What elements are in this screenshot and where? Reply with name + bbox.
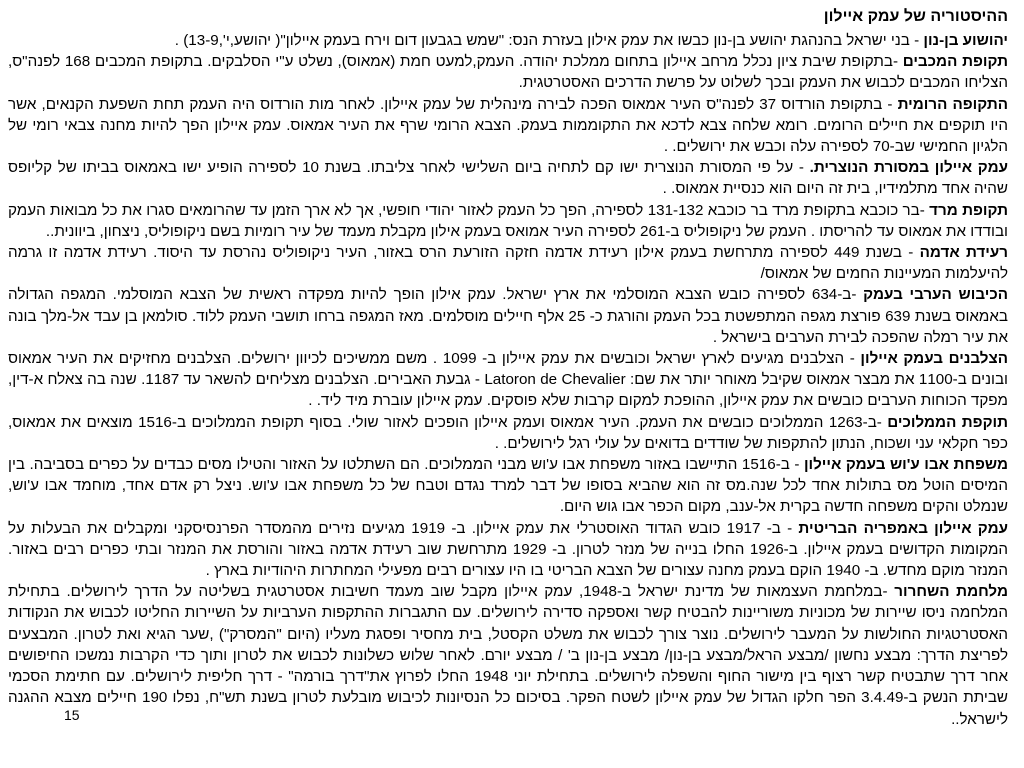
- paragraph-heading: עמק איילון באמפריה הבריטית: [798, 519, 1009, 537]
- paragraph-text: - על פי המסורת הנוצרית ישו קם לתחיה ביום השלישי לאחר צליבתו. בשנת 10 לספירה הופיע ישו באמאוס בביתו של קליופס שהיה אחד מתלמידיו, בית זה היום הוא כנסיית אמאוס. .: [8, 159, 1008, 198]
- paragraph: [8, 200, 1008, 242]
- paragraph-text: - ב- 1917 כובש הגדוד האוסטרלי את עמק איילון. ב- 1919 מגיעים נזירים מהמסדר הפרנסיסקני ומקבלים את הבעלות על המקומות הקדושים בעמק איילון. ב-1926 החלו בנייה של מנזר לטרון. ב- 1929 מתרחשת שוב רעידת אדמה באזור והורסת את המנזר ובתי כפרים רבים באזור. המנזר מוקם מחדש. ב- 1940 הוקם בעמק מחנה עצורים של הצבא הבריטי בו היו עצורים רבים מפעילי המחתרות היהודיות בארץ .: [8, 519, 1009, 580]
- paragraph-text: -ב-634 לספירה כובש הצבא המוסלמי את ארץ ישראל. עמק אילון הופך להיות מפקדה ראשית של הצבא המוסלמי. המגפה הגדולה באמאוס בשנת 639 פורצת מגפה המתפשטת בכל העמק והורגת כ- 25 אלף חיילים מוסלמים. מאז המגפה ברחו תושבי העמק ללוד. סולמאן בן עבד אל-מלך בונה את עיר רמלה שהפכה לבירת הערבים בישראל .: [8, 286, 1008, 346]
- paragraph-text: -בר כוכבא בתקופת מרד בר כוכבא 131-132 לספירה, הפך כל העמק לאזור יהודי חופשי, אך לא ארך הזמן עד שהרומאים סגרו את כל מבואות העמק ובודדו את אמאוס עד להריסתו . העמק של ניקופוליס ב-261 לספירה העיר אמואס בעמק אילון מקבלת מעמד של עיר רומיות בשם ניקופוליס, ניצחון, ביוונית..: [8, 201, 1008, 240]
- paragraph-heading: יהושוע בן-נון: [923, 32, 1008, 49]
- paragraph-list: [8, 30, 1008, 730]
- paragraph: [8, 94, 1008, 158]
- paragraph-heading: מלחמת השחרור: [894, 583, 1008, 601]
- paragraph: [8, 581, 1008, 729]
- paragraph-text: - בשנת 449 לספירה מתרחשת בעמק אילון רעידת אדמה חזקה הזורעת הרס באזור, העיר ניקופוליס נהרסת עד היסוד. רעידת אדמה זו גרמה להיעלמות המעיינות החמים של אמאוס/: [8, 244, 1008, 283]
- paragraph-text: - הצלבנים מגיעים לארץ ישראל וכובשים את עמק איילון ב- 1099 . משם ממשיכים לכיוון ירושלים. הצלבנים מחזיקים את העיר אמאוס ובונים ב-1100 את מבצר אמאוס שקיבל מאוחר יותר את שם: Latoron de Chevalier - גבעת האבירים. הצלבנים מצליחים להשאר עד 1187. שנה בה צאלח א-דין, מפקד הכוחות הערבים כובשים את עמק איילון, ההופכת למקום קרבות שלא פוסקים. עמק איילון עוברת מיד ליד. .: [8, 350, 1008, 410]
- paragraph-text: - בני ישראל בהנהגת יהושע בן-נון כבשו את עמק אילון בעזרת הנס: "שמש בגבעון דום וירח בעמק איילון"( יהושע,י',13-9) .: [174, 32, 924, 49]
- paragraph-text: -ב-1263 הממלוכים כובשים את העמק. העיר אמאוס ועמק איילון הופכים לאזור שולי. בסוף תקופת הממלוכים ב-1516 מוצאים את אמאוס, כפר חקלאי עני ושכוח, הנתון להתקפות של שודדים בדואים על עולי רגל לירושלים. .: [8, 413, 1008, 452]
- paragraph-text: -במלחמת העצמאות של מדינת ישראל ב-1948, עמק איילון מקבל שוב מעמד חשיבות אסטרטגית בשליטה על הדרך לירושלים. בתחילת המלחמה ניסו שיירות של מכוניות משוריינות להבטיח קשר ואספקה סדירה לירושלים. עם התגברות ההתקפות הערביות על השיירות החליטו לכבוש את הנקודות האסטרטגיות החולשות על המעבר לירושלים. נוצר צורך לכבוש את משלט הקסטל, בית מחסיר ופסגת מעליו (היום "המסרק") ,שער הגיא ואת לטרון. המבצעים לפריצת הדרך: מבצע נחשון /מבצע הראל/מבצע בן-נון/ מבצע בן-נון ב' / מבצע יורם. לאחר שלוש כשלונות לכבוש את לטרון ותוך כדי הקרבות נמשכו החיפושים אחר דרך שתבטיח קשר רצוף בין מישור החוף והשפלה לירושלים. בתחילת יוני 1948 החלו לפרוץ את"דרך בורמה" - דרך חליפית לירושלים. עם חתימת הסכמי שביתת הנשק ב-3.4.49 הפר חלקו הגדול של עמק איילון לשטח הפקר. בסיכום כל הנסיונות לכיבוש מובלעת לטרון בשנת תש"ח, נפלו 190 חיילים מצבא ההגנה לישראל..: [8, 583, 1009, 728]
- paragraph: [8, 412, 1008, 454]
- paragraph-text: -בתקופת שיבת ציון נכלל מרחב איילון בתחום ממלכת יהודה. העמק,למעט חמת (אמאוס), נשלט ע"י הסלבקים. בתקופת המכבים 168 לפנה"ס, הצליחו המכבים לכבוש את העמק ובכך לשלוט על פרשת הדרכים האסטרטגית.: [8, 53, 1008, 92]
- paragraph-heading: עמק איילון במסורת הנוצרית.: [809, 159, 1009, 177]
- paragraph: [8, 518, 1008, 582]
- paragraph-heading: הצלבנים בעמק איילון: [860, 350, 1008, 368]
- paragraph-heading: תקופת מרד: [929, 201, 1009, 219]
- slide-number: 15: [64, 707, 80, 723]
- paragraph: [8, 284, 1008, 348]
- paragraph-heading: תקופת המכבים: [902, 53, 1008, 71]
- paragraph-heading: רעידת אדמה: [919, 244, 1008, 262]
- paragraph-heading: הכיבוש הערבי בעמק: [863, 286, 1009, 304]
- paragraph: [8, 242, 1008, 284]
- paragraph-heading: תוקפת הממלוכים: [887, 413, 1008, 431]
- paragraph: [8, 348, 1008, 412]
- paragraph-text: - בתקופת הורדוס 37 לפנה"ס העיר אמאוס הפכה לבירה מינהלית של עמק איילון. לאחר מות הורדוס היה העמק תחת השפעת הקנאים, אשר היו תוקפים את חיילים הרומים. רומא שלחה צבא לדכא את התקוממות בעמק. הצבא הרומי שרף את העיר אמאוס. עמק איילון הפך להיות מחנה צבאי רומי של הלגיון החמישי שב-70 לספירה עלה וכבש את ירושלים. .: [8, 95, 1008, 156]
- paragraph: [8, 157, 1008, 199]
- paragraph-text: - ב-1516 התיישבו באזור משפחת אבו ע'וש מבני הממלוכים. הם השתלטו על האזור והטילו מסים כבדים על כפרים בסביבה. בין המיסים הוטל מס בתולות אחד לכל שנה.מס זה הוא שהביא בסופו של דבר למרד נגדם וטבח של כל משפחת אבו ע'וש. ניצל רק אדם אחד, מוחמד אבו ע'וש, שנמלט והקים משפחה חדשה בקרית אל-ענב, מקום הכפר אבו גוש היום.: [8, 456, 1008, 516]
- paragraph-heading: התקופה הרומית: [897, 95, 1009, 113]
- page-title: ההיסטוריה של עמק איילון: [823, 8, 1008, 25]
- document-page: [8, 6, 1008, 730]
- paragraph-heading: משפחת אבו ע'וש בעמק איילון: [803, 456, 1009, 474]
- paragraph: [8, 454, 1008, 518]
- paragraph: [8, 51, 1008, 93]
- paragraph: [8, 30, 1008, 51]
